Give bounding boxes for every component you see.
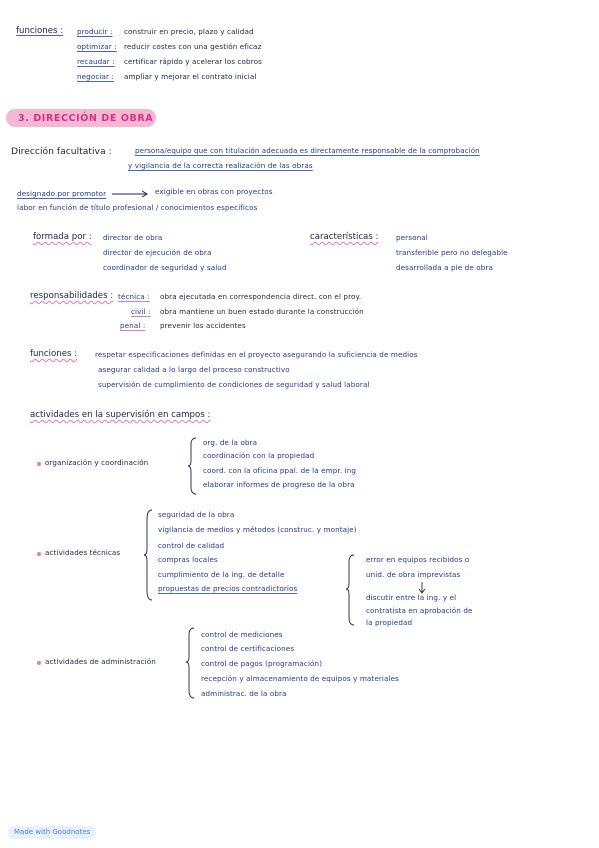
group-item: elaborar informes de progreso de la obra (203, 480, 355, 489)
group-item: propuestas de precios contradictorios (158, 584, 298, 593)
bullet-dot (37, 462, 41, 466)
curly-brace-icon (186, 627, 196, 699)
funciones-label: funciones : (30, 349, 78, 359)
designation-line-2: labor en función de título profesional / conocimientos específicos (17, 203, 258, 212)
curly-brace-icon (346, 554, 356, 626)
function-key: recaudar : (77, 57, 115, 66)
group-item: control de pagos (programación) (201, 659, 323, 668)
designation-line-1a: designado por promotor (17, 189, 107, 198)
group-item: compras locales (158, 555, 218, 564)
function-key: negociar : (77, 72, 114, 81)
section-title: 3. DIRECCIÓN DE OBRA (18, 113, 154, 124)
group-item: seguridad de la obra (158, 510, 235, 519)
funcion-line: supervisión de cumplimiento de condiciones de seguridad y salud laboral (98, 380, 370, 389)
bullet-dot (37, 552, 41, 556)
side-note: discutir entre la ing. y el (366, 593, 457, 602)
caracteristicas-item: transferible pero no delegable (396, 248, 508, 257)
side-note: contratista en aprobación de (366, 606, 473, 615)
group-item: vigilancia de medios y métodos (construc. y montaje) (158, 525, 357, 534)
function-text: reducir costes con una gestión eficaz (124, 42, 262, 51)
arrow-right-icon (112, 190, 152, 198)
group-item: control de certificaciones (201, 644, 295, 653)
responsabilidad-key: civil : (131, 307, 151, 316)
group-item: control de calidad (158, 541, 225, 550)
caracteristicas-item: desarrollada a pie de obra (396, 263, 493, 272)
designation-line-1b: exigible en obras con proyectos (155, 187, 273, 196)
responsabilidad-text: obra ejecutada en correspondencia direct. con el proy. (160, 292, 362, 301)
responsabilidad-key: penal : (120, 321, 146, 330)
group-item: coordinación con la propiedad (203, 451, 315, 460)
funcion-line: respetar especificaciones definidas en el proyecto asegurando la suficiencia de medios (95, 350, 418, 359)
group-name: organización y coordinación (45, 458, 149, 467)
responsabilidad-text: prevenir los accidentes (160, 321, 246, 330)
group-item: administrac. de la obra (201, 689, 287, 698)
function-text: construir en precio, plazo y calidad (124, 27, 254, 36)
side-note: error en equipos recibidos o (366, 555, 470, 564)
bullet-dot (37, 661, 41, 665)
group-name: actividades de administración (45, 657, 156, 666)
caracteristicas-label: características : (310, 232, 379, 242)
group-item: control de mediciones (201, 630, 283, 639)
group-item: coord. con la oficina ppal. de la empr. ing (203, 466, 357, 475)
top-functions-label: funciones : (16, 26, 64, 36)
function-text: certificar rápido y acelerar los cobros (124, 57, 262, 66)
group-item: cumplimiento de la ing. de detalle (158, 570, 285, 579)
formada-por-item: director de ejecución de obra (103, 248, 212, 257)
formada-por-item: director de obra (103, 233, 163, 242)
function-key: optimizar : (77, 42, 117, 51)
side-note: unid. de obra imprevistas (366, 570, 461, 579)
caracteristicas-item: personal (396, 233, 428, 242)
formada-por-item: coordinador de seguridad y salud (103, 263, 227, 272)
function-text: ampliar y mejorar el contrato inicial (124, 72, 257, 81)
actividades-label: actividades en la supervisión en campos : (30, 410, 211, 420)
responsabilidad-key: técnica : (118, 292, 150, 301)
goodnotes-badge: Made with Goodnotes (8, 826, 96, 839)
formada-por-label: formada por : (33, 232, 92, 242)
group-item: recepción y almacenamiento de equipos y materiales (201, 674, 399, 683)
curly-brace-icon (144, 509, 154, 601)
side-note: la propiedad (366, 618, 413, 627)
definition-label: Dirección facultativa : (11, 146, 112, 157)
curly-brace-icon (188, 437, 198, 495)
group-name: actividades técnicas (45, 548, 121, 557)
responsabilidades-label: responsabilidades : (30, 291, 114, 301)
definition-line-2: y vigilancia de la correcta realización de las obras (128, 161, 313, 170)
function-key: producir : (77, 27, 113, 36)
definition-line-1: persona/equipo que con titulación adecuada es directamente responsable de la comprobación (135, 146, 480, 155)
group-item: org. de la obra (203, 438, 258, 447)
funcion-line: asegurar calidad a lo largo del proceso constructivo (98, 365, 290, 374)
responsabilidad-text: obra mantiene un buen estado durante la construcción (160, 307, 364, 316)
